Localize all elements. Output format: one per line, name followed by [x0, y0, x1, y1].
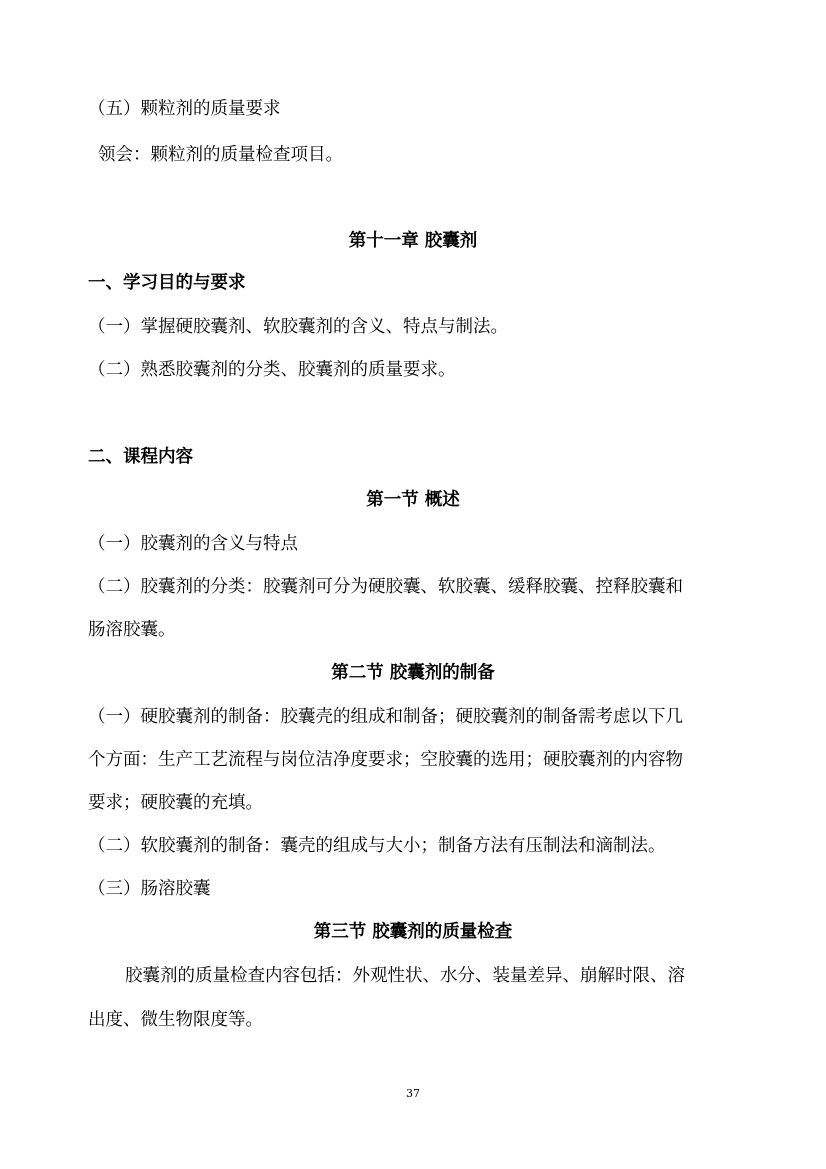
- preparation-item-2: （二）软胶囊剂的制备：囊壳的组成与大小；制备方法有压制法和滴制法。: [88, 836, 666, 856]
- section-heading-learning-goals: 一、学习目的与要求: [88, 273, 246, 293]
- section-heading-course-content: 二、课程内容: [88, 447, 193, 467]
- goal-item-1: （一）掌握硬胶囊剂、软胶囊剂的含义、特点与制法。: [88, 317, 508, 337]
- preparation-item-1-continued-b: 要求；硬胶囊的充填。: [88, 793, 263, 813]
- section-title-quality-inspection: 第三节 胶囊剂的质量检查: [313, 922, 513, 942]
- overview-item-2: （二）胶囊剂的分类：胶囊剂可分为硬胶囊、软胶囊、缓释胶囊、控释胶囊和: [88, 577, 683, 597]
- quality-inspection-paragraph: 胶囊剂的质量检查内容包括：外观性状、水分、装量差异、崩解时限、溶: [125, 966, 685, 986]
- goal-item-2: （二）熟悉胶囊剂的分类、胶囊剂的质量要求。: [88, 360, 456, 380]
- section-title-preparation: 第二节 胶囊剂的制备: [331, 663, 495, 683]
- preparation-item-1: （一）硬胶囊剂的制备：胶囊壳的组成和制备；硬胶囊剂的制备需考虑以下几: [88, 707, 683, 727]
- overview-item-2-continued: 肠溶胶囊。: [88, 620, 176, 640]
- requirement-granule-quality-inspection: 领会：颗粒剂的质量检查项目。: [98, 145, 343, 165]
- subsection-heading-granule-quality: （五）颗粒剂的质量要求: [88, 99, 281, 119]
- quality-inspection-paragraph-continued: 出度、微生物限度等。: [88, 1010, 263, 1030]
- overview-item-1: （一）胶囊剂的含义与特点: [88, 534, 298, 554]
- chapter-title: 第十一章 胶囊剂: [348, 231, 478, 251]
- preparation-item-3: （三）肠溶胶囊: [88, 879, 211, 899]
- section-title-overview: 第一节 概述: [366, 490, 460, 510]
- page-number: 37: [406, 1087, 420, 1100]
- preparation-item-1-continued-a: 个方面：生产工艺流程与岗位洁净度要求；空胶囊的选用；硬胶囊剂的内容物: [88, 750, 683, 770]
